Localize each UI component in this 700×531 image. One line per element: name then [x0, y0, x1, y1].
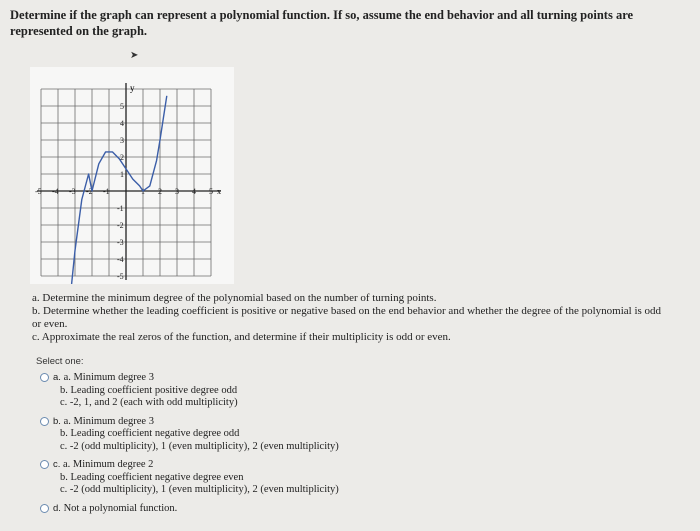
part-c-text: c. Approximate the real zeros of the function, and determine if their multiplicity is odd or even.	[32, 331, 451, 343]
option-b-line1: a. Minimum degree 3	[63, 415, 154, 427]
x-tick-label: 1	[141, 187, 145, 196]
option-d-radio[interactable]	[40, 504, 49, 513]
question-text: Determine if the graph can represent a polynomial function. If so, assume the end behavior and all turning points are represented on the graph.	[10, 8, 634, 38]
x-tick-label: 4	[192, 187, 196, 196]
option-b[interactable]	[40, 416, 680, 454]
option-letter: a.	[53, 372, 61, 383]
option-c-radio[interactable]	[40, 460, 49, 469]
option-letter: c.	[53, 459, 61, 470]
x-tick-label: 3	[175, 187, 179, 196]
option-c-line2: b. Leading coefficient negative degree even	[60, 471, 244, 483]
x-tick-label: -3	[69, 187, 76, 196]
y-tick-label: 3	[120, 136, 124, 145]
axes	[37, 83, 221, 280]
y-tick-label: 2	[120, 153, 124, 162]
option-d-line1: Not a polynomial function.	[63, 502, 178, 514]
option-c-line3: c. -2 (odd multiplicity), 1 (even multiplicity), 2 (even multiplicity)	[60, 484, 339, 495]
option-a[interactable]	[40, 372, 680, 410]
answer-options	[40, 372, 680, 521]
y-tick-label: -2	[117, 221, 124, 230]
select-one-label: Select one:	[36, 356, 84, 367]
option-a-radio[interactable]	[40, 373, 49, 382]
option-a-line2: b. Leading coefficient positive degree odd	[60, 384, 238, 396]
option-b-line3: c. -2 (odd multiplicity), 1 (even multiplicity), 2 (even multiplicity)	[60, 440, 339, 452]
x-axis-label: x	[217, 187, 221, 196]
y-tick-label: -4	[117, 255, 124, 264]
part-a-text: a. Determine the minimum degree of the polynomial based on the number of turning points.	[32, 292, 437, 304]
y-tick-label: -1	[117, 204, 124, 213]
graph-panel	[30, 67, 234, 284]
part-b-text: b. Determine whether the leading coefficient is positive or negative based on the end behavior and whether the degree of the polynomial is odd or even.	[32, 305, 662, 330]
option-c-line1: a. Minimum degree 2	[63, 459, 154, 470]
option-letter: b.	[53, 415, 61, 427]
y-tick-label: 5	[120, 102, 124, 111]
option-b-line2: b. Leading coefficient negative degree odd	[60, 428, 240, 439]
x-tick-label: -4	[52, 187, 59, 196]
option-a-line3: c. -2, 1, and 2 (each with odd multiplicity)	[60, 397, 238, 408]
y-tick-label: 1	[120, 170, 124, 179]
option-letter: d.	[53, 502, 61, 514]
y-tick-label: -3	[117, 238, 124, 247]
x-tick-label: -5	[35, 187, 42, 196]
mouse-cursor-icon: ➤	[130, 50, 139, 61]
option-c[interactable]	[40, 459, 680, 497]
polynomial-graph	[30, 67, 234, 284]
option-b-radio[interactable]	[40, 417, 49, 426]
x-tick-label: 5	[209, 187, 213, 196]
y-axis-label: y	[130, 83, 135, 93]
x-tick-label: -2	[86, 187, 93, 196]
y-tick-label: 4	[120, 119, 124, 128]
option-d[interactable]	[40, 503, 680, 516]
x-tick-label: 2	[158, 187, 162, 196]
instructions	[32, 292, 672, 344]
y-tick-label: -5	[117, 272, 124, 281]
option-a-line1: a. Minimum degree 3	[63, 372, 154, 383]
x-tick-label: -1	[103, 187, 110, 196]
